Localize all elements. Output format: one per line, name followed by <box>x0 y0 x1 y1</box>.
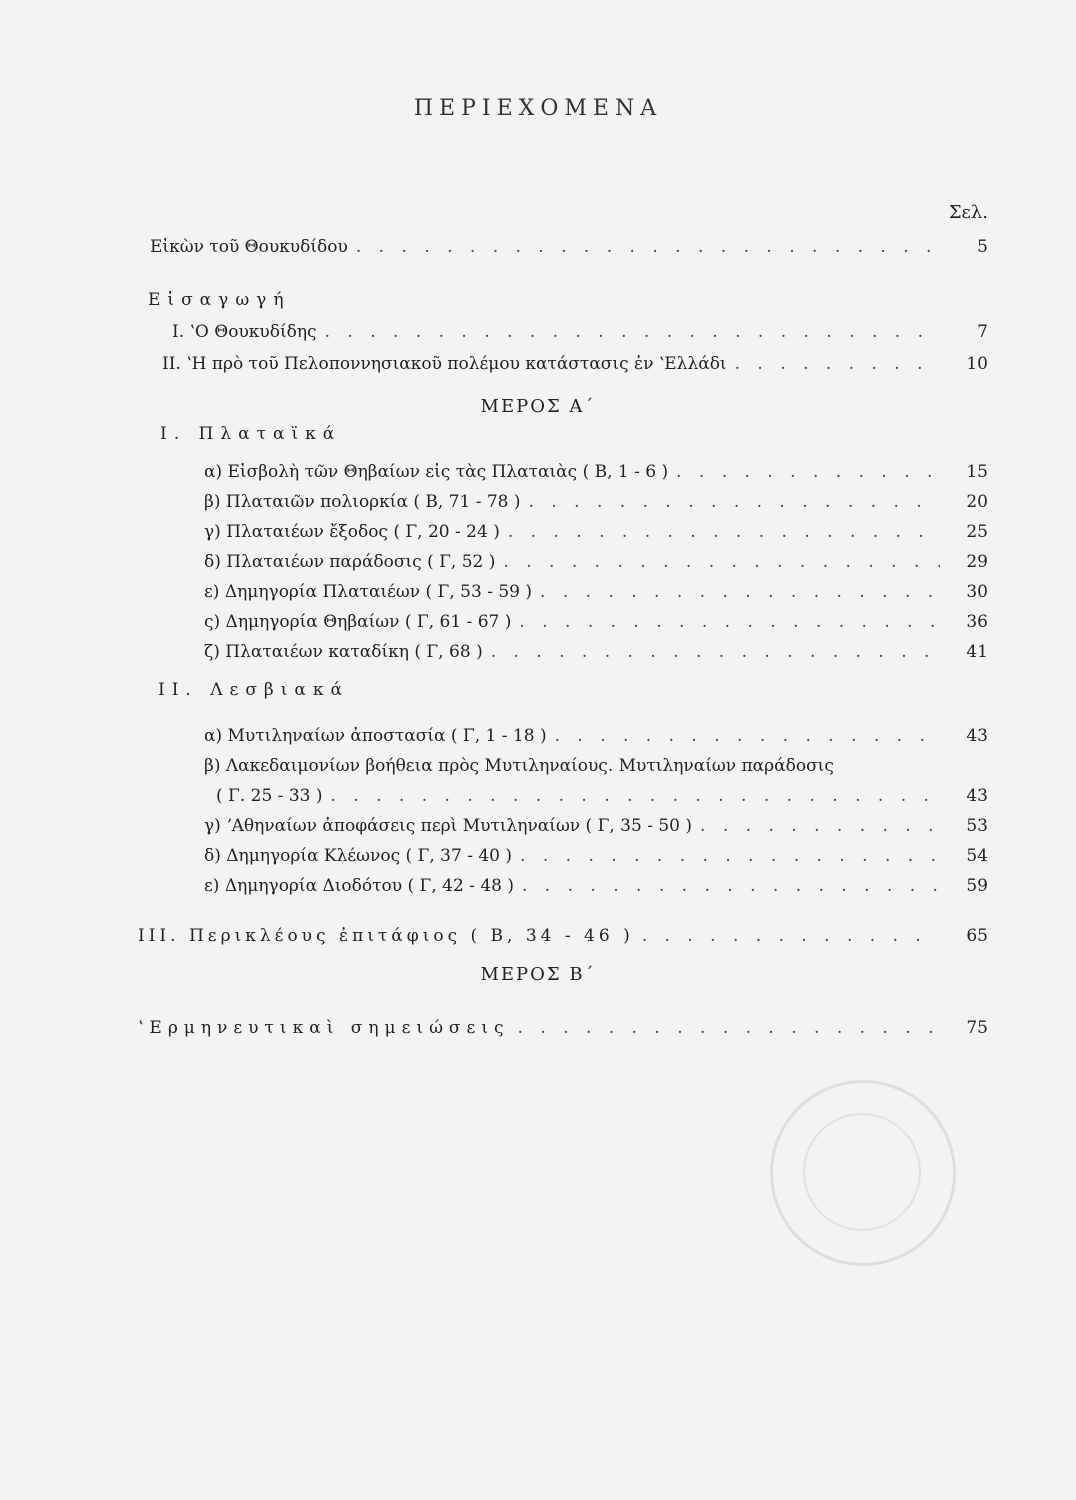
toc-row: ς) Δημηγορία Θηβαίων ( Γ, 61 - 67 ) . . . 36 <box>204 612 988 636</box>
toc-row: δ) Πλαταιέων παράδοσις ( Γ, 52 ) . . . 29 <box>204 552 988 576</box>
library-stamp <box>770 1080 956 1266</box>
toc-row: ζ) Πλαταιέων καταδίκη ( Γ, 68 ) . . . 41 <box>204 642 988 666</box>
toc-row: II. ʽΗ πρὸ τοῦ Πελοποννησιακοῦ πολέμου κατάστασις ἐν ʽΕλλάδι . . . 10 <box>162 354 988 378</box>
section-heading: I. Πλαταϊκά <box>160 424 342 444</box>
toc-row-first-line: β) Λακεδαιμονίων βοήθεια πρὸς Μυτιληναίους. Μυτιληναίων παράδοσις <box>204 756 834 776</box>
toc-row: γ) ʼΑθηναίων ἀποφάσεις περὶ Μυτιληναίων ( Γ, 35 - 50 ) . . . 53 <box>204 816 988 840</box>
page-title: ΠΕΡΙΕΧΟΜΕΝΑ <box>413 96 663 121</box>
toc-row: α) Μυτιληναίων ἀποστασία ( Γ, 1 - 18 ) . . . 43 <box>204 726 988 750</box>
toc-row: β) Πλαταιῶν πολιορκία ( Β, 71 - 78 ) . . . 20 <box>204 492 988 516</box>
part-a-heading: ΜΕΡΟΣ Α΄ <box>480 396 596 417</box>
toc-row: γ) Πλαταιέων ἔξοδος ( Γ, 20 - 24 ) . . . 25 <box>204 522 988 546</box>
toc-row: ε) Δημηγορία Πλαταιέων ( Γ, 53 - 59 ) . . . 30 <box>204 582 988 606</box>
toc-row: Εἰκὼν τοῦ Θουκυδίδου . . . 5 <box>150 237 988 261</box>
page-column-label: Σελ. <box>948 202 988 223</box>
toc-row: α) Εἰσβολὴ τῶν Θηβαίων εἰς τὰς Πλαταιὰς ( Β, 1 - 6 ) . . . 15 <box>204 462 988 486</box>
toc-row: ( Γ. 25 - 33 ) . . . 43 <box>216 786 988 810</box>
toc-row: δ) Δημηγορία Κλέωνος ( Γ, 37 - 40 ) . . . 54 <box>204 846 988 870</box>
toc-row: III. Περικλέους ἐπιτάφιος ( Β, 34 - 46 ) . . . 65 <box>138 926 988 950</box>
toc-row: I. ʽΟ Θουκυδίδης . . . 7 <box>172 322 988 346</box>
stamp-inner-ring <box>803 1113 921 1231</box>
toc-row: ʽΕρμηνευτικαὶ σημειώσεις . . . 75 <box>138 1018 988 1042</box>
toc-row: ε) Δημηγορία Διοδότου ( Γ, 42 - 48 ) . . . 59 <box>204 876 988 900</box>
section-heading: II. Λεσβιακά <box>158 680 350 700</box>
part-b-heading: ΜΕΡΟΣ Β΄ <box>480 964 596 985</box>
section-heading: Εἰσαγωγή <box>148 290 291 310</box>
